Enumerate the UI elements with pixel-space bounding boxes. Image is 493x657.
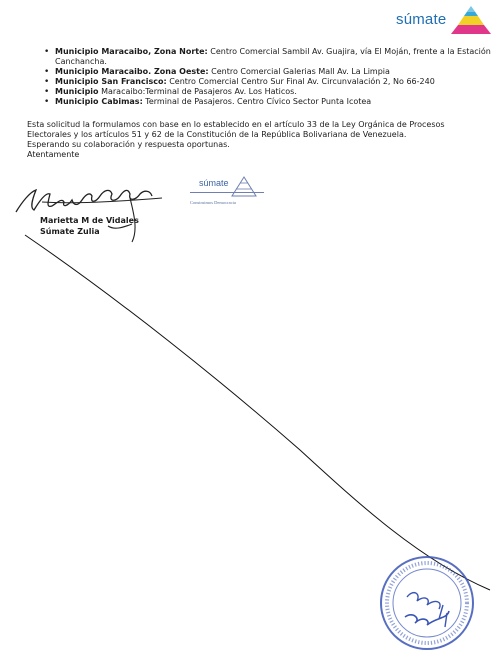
location-item: • Municipio San Francisco: Centro Comercial Centro Sur Final Av. Circunvalación 2, No 66-240 <box>55 77 491 87</box>
legal-basis-paragraph: Esta solicitud la formulamos con base en lo establecido en el artículo 33 de la Ley Orgánica de Procesos Electorales y los artículos 51 y 62 de la Constitución de la República Bolivariana de Venezuela. <box>27 120 445 139</box>
location-item: • Municipio Maracaibo, Zona Norte: Centro Comercial Sambil Av. Guajira, vía El Moján, frente a la Estación Canchancha. <box>55 47 491 67</box>
logo-text: súmate <box>396 11 447 28</box>
signatory-name: Marietta M de Vidales <box>40 216 139 225</box>
signatory-org: Súmate Zulia <box>40 227 100 236</box>
stamp-tagline: Construimos Democracia <box>190 200 236 205</box>
stamp-brand: súmate <box>199 178 229 188</box>
location-item: • Municipio Maracaibo. Zona Oeste: Centro Comercial Galerias Mall Av. La Limpia <box>55 67 491 77</box>
closing-salutation: Atentamente <box>27 150 80 159</box>
location-item: • Municipio Cabimas: Terminal de Pasajeros. Centro Cívico Sector Punta Icotea <box>55 97 491 107</box>
closing-line: Esperando su colaboración y respuesta oportunas. <box>27 140 230 149</box>
official-seal <box>377 553 477 653</box>
location-item: • Municipio Maracaibo:Terminal de Pasajeros Av. Los Haticos. <box>55 87 491 97</box>
